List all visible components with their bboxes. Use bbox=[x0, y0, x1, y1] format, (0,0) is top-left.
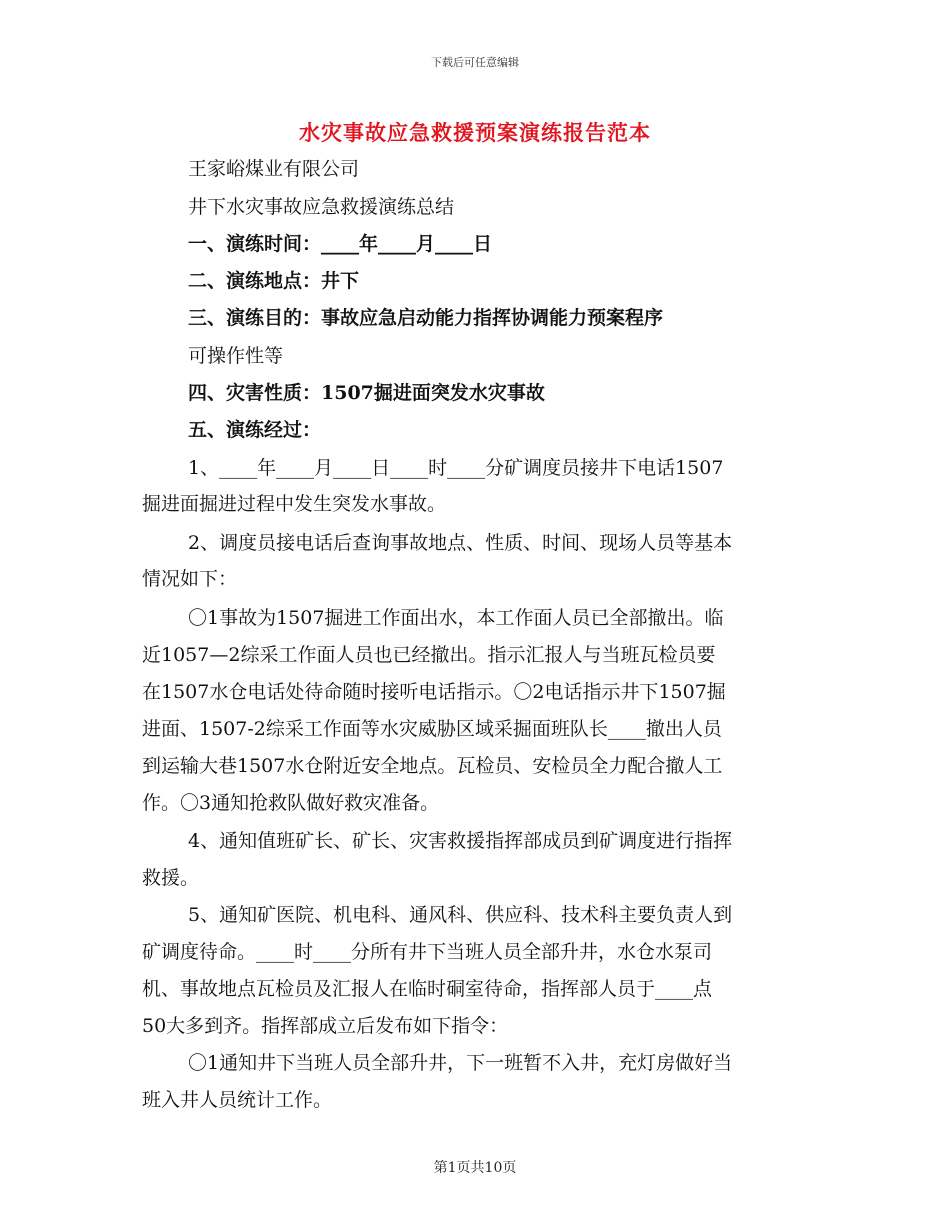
section-drill-process: 五、演练经过： bbox=[188, 419, 322, 441]
paragraph-line: 机、事故地点瓦检员及汇报人在临时硐室待命，指挥部人员于____点 bbox=[142, 978, 713, 1000]
paragraph-line: 班入井人员统计工作。 bbox=[142, 1089, 333, 1111]
paragraph-line: 5、通知矿医院、机电科、通风科、供应科、技术科主要负责人到 bbox=[188, 904, 733, 926]
section-hazard-nature: 四、灾害性质：1507掘进面突发水灾事故 bbox=[188, 382, 545, 404]
paragraph-line: 2、调度员接电话后查询事故地点、性质、时间、现场人员等基本 bbox=[188, 532, 733, 554]
paragraph-line: 到运输大巷1507水仓附近安全地点。瓦检员、安检员全力配合撤人工 bbox=[142, 755, 723, 777]
paragraph-line: 可操作性等 bbox=[188, 345, 284, 367]
section-drill-purpose: 三、演练目的：事故应急启动能力指挥协调能力预案程序 bbox=[188, 307, 664, 329]
paragraph-line: 〇1事故为1507掘进工作面出水，本工作面人员已全部撤出。临 bbox=[188, 607, 724, 629]
paragraph-line: 近1057—2综采工作面人员也已经撤出。指示汇报人与当班瓦检员要 bbox=[142, 644, 716, 666]
section-drill-location: 二、演练地点：井下 bbox=[188, 270, 360, 292]
paragraph-line: 矿调度待命。____时____分所有井下当班人员全部升井，水仓水泵司 bbox=[142, 941, 713, 963]
paragraph-line: 4、通知值班矿长、矿长、灾害救援指挥部成员到矿调度进行指挥 bbox=[188, 830, 733, 852]
company-name: 王家峪煤业有限公司 bbox=[188, 158, 360, 180]
paragraph-line: 情况如下： bbox=[142, 568, 238, 590]
paragraph-line: 掘进面掘进过程中发生突发水事故。 bbox=[142, 493, 447, 515]
section-drill-time: 一、演练时间：____年____月____日 bbox=[188, 233, 493, 255]
document-title: 水灾事故应急救援预案演练报告范本 bbox=[299, 120, 651, 145]
paragraph-line: 〇1通知井下当班人员全部升井，下一班暂不入井，充灯房做好当 bbox=[188, 1052, 733, 1074]
subtitle: 井下水灾事故应急救援演练总结 bbox=[188, 196, 455, 218]
paragraph-line: 救援。 bbox=[142, 867, 200, 889]
header-note: 下载后可任意编辑 bbox=[431, 56, 519, 69]
paragraph-line: 在1507水仓电话处待命随时接听电话指示。〇2电话指示井下1507掘 bbox=[142, 681, 726, 703]
page-number: 第1页共10页 bbox=[433, 1160, 517, 1176]
paragraph-line: 1、____年____月____日____时____分矿调度员接井下电话1507 bbox=[188, 457, 724, 479]
paragraph-line: 50大多到齐。指挥部成立后发布如下指令： bbox=[142, 1015, 509, 1037]
paragraph-line: 进面、1507-2综采工作面等水灾威胁区域采掘面班队长____撤出人员 bbox=[142, 718, 722, 740]
paragraph-line: 作。〇3通知抢救队做好救灾准备。 bbox=[142, 792, 440, 814]
